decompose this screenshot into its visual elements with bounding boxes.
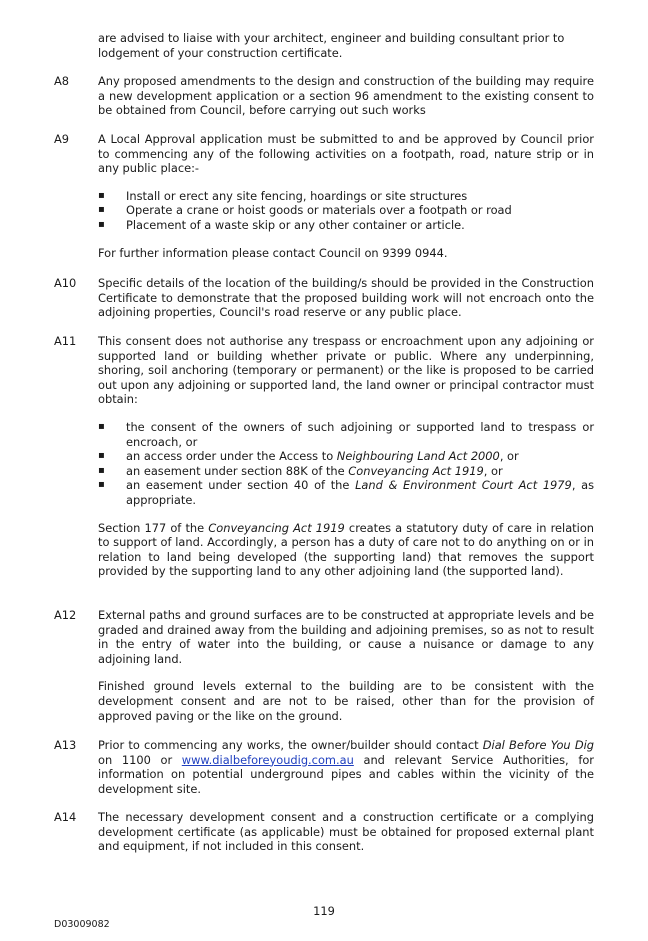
bullet-icon: ▪: [98, 420, 105, 432]
clause-number: A9: [54, 132, 70, 146]
clause-number: A8: [54, 74, 70, 88]
list-item: ▪ Install or erect any site fencing, hoardings or site structures: [98, 188, 468, 203]
clause-text: Any proposed amendments to the design and construction of the building may require a new development application or a section 96 amendment to the existing consent to be obtained from Council, before carrying out such works: [98, 74, 594, 118]
clause-text: This consent does not authorise any trespass or encroachment upon any adjoining or supported land or building whether private or public. Where any underpinning, shoring, soil anchoring (temporary or permanent) or the like is proposed to be carried out upon any adjoining or supported land, the land owner or principal contractor must obtain:: [98, 334, 594, 407]
bullet-icon: ▪: [98, 464, 105, 476]
bullet-icon: ▪: [98, 479, 105, 491]
clause-number: A11: [54, 334, 77, 348]
page-number: 119: [313, 904, 335, 918]
bullet-icon: ▪: [98, 204, 105, 216]
bullet-list: [98, 420, 594, 508]
dial-before-you-dig-link[interactable]: www.dialbeforeyoudig.com.au: [181, 752, 354, 767]
intro-line-2: lodgement of your construction certificate.: [98, 45, 343, 60]
list-item: ▪ an access order under the Access to Neighbouring Land Act 2000, or: [98, 449, 519, 464]
list-item: ▪ Placement of a waste skip or any other container or article.: [98, 217, 465, 232]
list-item: ▪ an easement under section 88K of the Conveyancing Act 1919, or: [98, 463, 503, 478]
list-item: ▪ the consent of the owners of such adjoining or supported land to trespass or encroach, or: [98, 419, 594, 449]
clause-text-2: Finished ground levels external to the building are to be consistent with the development consent and are not to be raised, other than for the provision of approved paving or the like on the ground.: [98, 679, 594, 723]
contact-text: For further information please contact Council on 9399 0944.: [98, 245, 448, 260]
bullet-icon: ▪: [98, 189, 105, 201]
intro-line-1: are advised to liaise with your architect, engineer and building consultant prior to: [98, 31, 565, 45]
clause-number: A13: [54, 738, 77, 752]
list-item: ▪ Operate a crane or hoist goods or materials over a footpath or road: [98, 203, 512, 218]
list-item: ▪ an easement under section 40 of the Land & Environment Court Act 1979, as appropriate.: [98, 478, 595, 507]
clause-number: A14: [54, 810, 77, 824]
bullet-icon: ▪: [98, 218, 105, 230]
bullet-list: [98, 189, 594, 233]
clause-number: A12: [54, 608, 77, 622]
clause-text: A Local Approval application must be submitted to and be approved by Council prior to commencing any of the following activities on a footpath, road, nature strip or in any public place:-: [98, 132, 594, 176]
duty-of-care-text: Section 177 of the Conveyancing Act 1919 creates a statutory duty of care in relation to support of land. Accordingly, a person has a duty of care not to do anything on or in relation to land being developed (the supporting land) that removes the support provided by the supporting land to any other adjoining land (the supported land).: [98, 520, 595, 579]
clause-text: Prior to commencing any works, the owner/builder should contact Dial Before You Dig on 1100 or www.dialbeforeyoudig.com.au and relevant Service Authorities, for information on potential underground pipes and cables within the vicinity of the development site.: [98, 738, 594, 796]
clause-text: Specific details of the location of the building/s should be provided in the Construction Certificate to demonstrate that the proposed building work will not encroach onto the adjoining properties, Council's road reserve or any public place.: [98, 276, 594, 320]
clause-number: A10: [54, 276, 77, 290]
bullet-icon: ▪: [98, 450, 105, 462]
clause-text: External paths and ground surfaces are to be constructed at appropriate levels and be graded and drained away from the building and adjoining premises, so as not to result in the entry of water into the building, or cause a nuisance or damage to any adjoining land.: [98, 608, 594, 666]
document-id: D03009082: [54, 919, 110, 930]
clause-text: The necessary development consent and a construction certificate or a complying development certificate (as applicable) must be obtained for proposed external plant and equipment, if not included in this consent.: [98, 810, 594, 854]
